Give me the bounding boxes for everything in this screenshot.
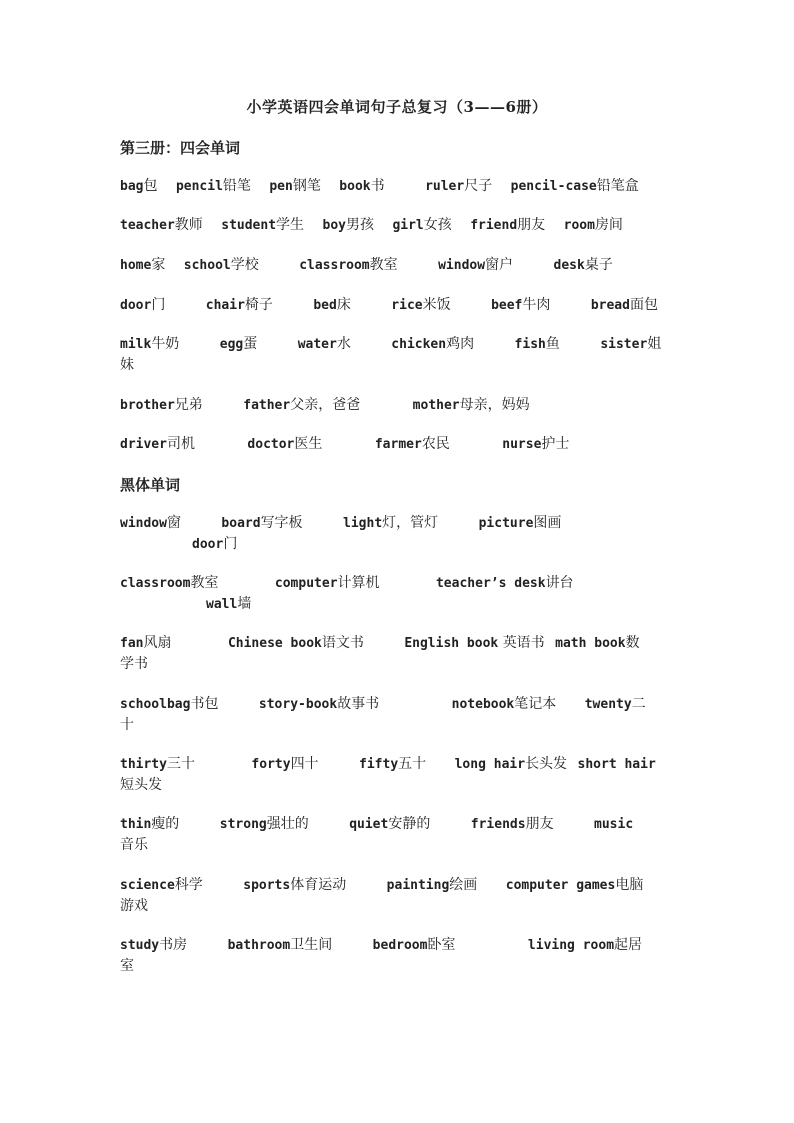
word-zh: 门 — [223, 536, 238, 552]
word-zh: 护士 — [541, 436, 570, 452]
word-zh: 讲台 — [545, 575, 574, 591]
word-zh: 短头发 — [120, 777, 162, 793]
word-en: bathroom — [227, 938, 291, 953]
word-zh: 房间 — [594, 217, 623, 233]
word-zh: 姐 — [647, 336, 662, 352]
word-zh: 鸡肉 — [446, 336, 475, 352]
word-zh: 长头发 — [525, 756, 568, 772]
word-en: beef — [491, 298, 523, 313]
vocab-line — [120, 395, 700, 416]
word-zh: 教室 — [369, 257, 398, 273]
word-en: mother — [412, 398, 460, 413]
word-en: door — [192, 537, 224, 552]
word-en: story-book — [258, 697, 338, 712]
word-en: water — [297, 337, 337, 352]
word-en: ruler — [425, 179, 465, 194]
word-zh: 游戏 — [120, 898, 148, 914]
word-en: teacher — [120, 218, 175, 233]
word-zh: 女孩 — [423, 217, 452, 233]
word-zh: 兄弟 — [174, 397, 203, 413]
word-zh: 写字板 — [260, 515, 303, 531]
vocab-line — [120, 814, 700, 855]
word-zh: 教师 — [174, 217, 203, 233]
word-en: computer — [274, 576, 338, 591]
word-en: door — [120, 298, 152, 313]
word-zh: 书 — [370, 178, 385, 194]
word-en: classroom — [120, 576, 191, 591]
word-en: room — [563, 218, 595, 233]
word-en: rice — [391, 298, 423, 313]
word-zh: 学校 — [230, 257, 259, 273]
word-zh: 铅笔盒 — [596, 178, 639, 194]
word-zh: 电脑 — [615, 877, 644, 893]
word-zh: 图画 — [533, 515, 562, 531]
word-en: living room — [527, 938, 615, 953]
word-zh: 笔记本 — [514, 696, 557, 712]
word-zh: 桌子 — [584, 257, 613, 273]
word-zh: 水 — [336, 336, 351, 352]
word-en: quiet — [349, 817, 389, 832]
word-en: computer games — [505, 878, 616, 893]
word-zh: 医生 — [294, 436, 323, 452]
word-zh: 父亲，爸爸 — [290, 397, 361, 413]
word-zh: 卫生间 — [290, 937, 333, 953]
word-zh: 书包 — [190, 696, 219, 712]
word-zh: 四十 — [290, 756, 319, 772]
vocab-line — [120, 754, 700, 795]
word-en: pencil-case — [510, 179, 597, 194]
word-en: study — [120, 938, 160, 953]
word-zh: 妹 — [120, 357, 134, 373]
word-en: bread — [590, 298, 630, 313]
word-zh: 数 — [625, 635, 640, 651]
word-en: twenty — [584, 697, 632, 712]
word-zh: 灯，管灯 — [382, 515, 439, 531]
word-zh: 尺子 — [464, 178, 493, 194]
word-zh: 包 — [143, 178, 158, 194]
word-zh: 墙 — [237, 596, 252, 612]
vocab-line — [120, 176, 700, 197]
vocab-line — [120, 573, 700, 615]
word-en: friends — [470, 817, 526, 832]
word-en: nurse — [502, 437, 542, 452]
word-en: sports — [243, 878, 291, 893]
word-en: farmer — [374, 437, 422, 452]
word-zh: 学书 — [120, 656, 148, 672]
word-en: home — [120, 258, 152, 273]
word-zh: 英语书 — [502, 635, 545, 651]
word-zh: 卧室 — [427, 937, 456, 953]
word-zh: 米饭 — [422, 297, 451, 313]
word-en: egg — [219, 337, 244, 352]
word-zh: 音乐 — [120, 837, 148, 853]
word-en: English book — [404, 636, 499, 651]
vocab-line — [120, 633, 700, 674]
document-title: 小学英语四会单词句子总复习（3——6册） — [246, 98, 548, 116]
word-en: schoolbag — [120, 697, 191, 712]
word-zh: 二 — [631, 696, 646, 712]
word-en: wall — [206, 597, 238, 612]
word-en: Chinese book — [227, 636, 322, 651]
word-zh: 风扇 — [143, 635, 172, 651]
word-en: teacher’s desk — [435, 576, 546, 591]
word-en: classroom — [299, 258, 370, 273]
word-zh: 三十 — [166, 756, 195, 772]
word-en: bedroom — [372, 938, 428, 953]
word-zh: 学生 — [276, 217, 305, 233]
word-en: pen — [269, 179, 293, 194]
word-en: short hair — [577, 757, 656, 772]
word-zh: 绘画 — [449, 877, 478, 893]
word-zh: 男孩 — [345, 217, 374, 233]
word-en: bag — [120, 179, 144, 194]
word-zh: 鱼 — [545, 336, 560, 352]
word-zh: 母亲，妈妈 — [459, 397, 530, 413]
word-en: board — [221, 516, 261, 531]
word-en: picture — [478, 516, 534, 531]
word-en: sister — [600, 337, 648, 352]
word-en: bed — [313, 298, 337, 313]
word-zh: 面包 — [629, 297, 658, 313]
vocab-line — [120, 935, 700, 976]
vocab-line — [120, 295, 700, 316]
word-en: girl — [392, 218, 424, 233]
word-en: student — [221, 218, 277, 233]
word-zh: 书房 — [159, 937, 188, 953]
word-en: fish — [514, 337, 546, 352]
word-zh: 计算机 — [337, 575, 380, 591]
word-zh: 起居 — [614, 937, 643, 953]
word-zh: 语文书 — [321, 635, 364, 651]
word-en: strong — [219, 817, 267, 832]
word-zh: 瘦的 — [151, 816, 180, 832]
word-zh: 科学 — [174, 877, 203, 893]
word-zh: 室 — [120, 958, 134, 974]
word-zh: 农民 — [421, 436, 450, 452]
word-zh: 床 — [336, 297, 351, 313]
word-en: window — [438, 258, 486, 273]
word-zh: 朋友 — [517, 217, 546, 233]
vocab-line — [120, 434, 700, 455]
vocab-line — [120, 215, 700, 236]
word-zh: 钢笔 — [292, 178, 321, 194]
word-en: desk — [553, 258, 585, 273]
word-en: math book — [555, 636, 626, 651]
word-zh: 体育运动 — [290, 877, 347, 893]
vocab-line — [120, 255, 700, 276]
word-zh: 十 — [120, 717, 134, 733]
word-zh: 牛肉 — [522, 297, 551, 313]
word-en: fifty — [359, 757, 399, 772]
word-zh: 五十 — [398, 756, 427, 772]
word-zh: 门 — [151, 297, 166, 313]
word-en: book — [339, 179, 371, 194]
word-en: painting — [386, 878, 450, 893]
word-en: boy — [322, 218, 346, 233]
word-zh: 牛奶 — [151, 336, 180, 352]
word-en: brother — [120, 398, 175, 413]
word-en: music — [594, 817, 634, 832]
word-en: friend — [470, 218, 518, 233]
vocab-line — [120, 513, 700, 555]
section-heading-bold-words: 黑体单词 — [120, 476, 181, 494]
word-en: pencil — [175, 179, 223, 194]
word-zh: 家 — [151, 257, 166, 273]
word-en: chicken — [391, 337, 447, 352]
vocab-line — [120, 334, 700, 375]
section-heading-book3: 第三册：四会单词 — [120, 139, 241, 157]
word-zh: 窗 — [166, 515, 181, 531]
word-zh: 窗户 — [485, 257, 514, 273]
vocab-line — [120, 694, 700, 735]
word-zh: 椅子 — [244, 297, 273, 313]
word-en: father — [243, 398, 291, 413]
word-zh: 故事书 — [337, 696, 380, 712]
word-zh: 铅笔 — [222, 178, 251, 194]
word-en: long hair — [454, 757, 526, 772]
word-en: driver — [120, 437, 167, 452]
word-en: science — [120, 878, 175, 893]
word-en: forty — [251, 757, 291, 772]
word-en: light — [343, 516, 383, 531]
vocab-line — [120, 875, 700, 916]
word-en: chair — [205, 298, 245, 313]
word-en: fan — [120, 636, 144, 651]
word-zh: 安静的 — [388, 816, 431, 832]
word-en: doctor — [247, 437, 295, 452]
word-zh: 朋友 — [525, 816, 554, 832]
word-zh: 教室 — [190, 575, 219, 591]
word-en: milk — [120, 337, 152, 352]
word-en: school — [183, 258, 231, 273]
word-en: thin — [120, 817, 152, 832]
word-zh: 蛋 — [243, 336, 258, 352]
word-en: thirty — [120, 757, 167, 772]
word-en: notebook — [451, 697, 515, 712]
word-zh: 强壮的 — [266, 816, 309, 832]
word-en: window — [120, 516, 167, 531]
word-zh: 司机 — [166, 436, 195, 452]
